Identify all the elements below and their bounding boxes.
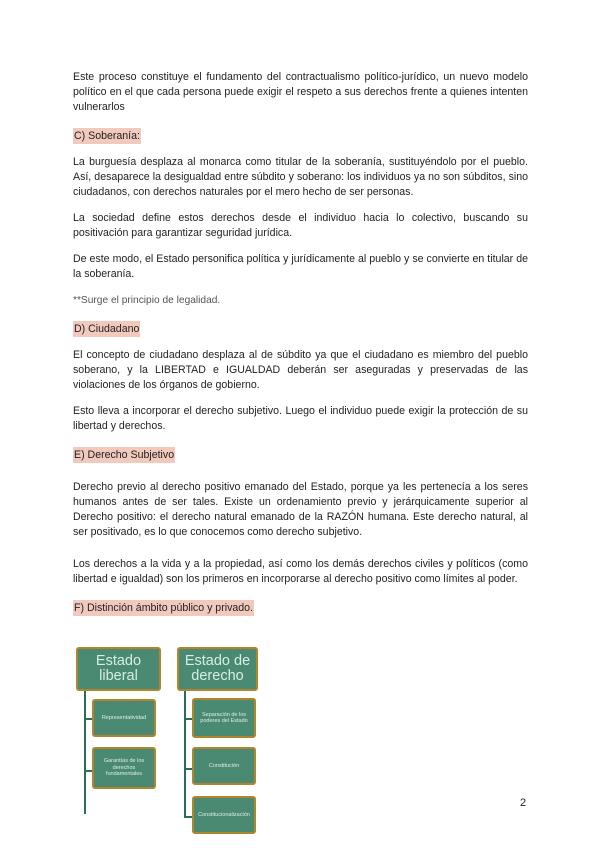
paragraph-derechos-vida: Los derechos a la vida y a la propiedad, así como los demás derechos civiles y políticos (como libertad e igualdad) son los primeros en incorporarse al derecho positivo como límites al poder. — [73, 558, 528, 585]
left-connector-vertical — [84, 691, 86, 814]
left-connector-1 — [84, 718, 92, 720]
document-body — [73, 70, 528, 616]
right-connector-1 — [184, 718, 192, 720]
box-constitucion: Constitución — [192, 747, 256, 785]
paragraph-contractualismo: Este proceso constituye el fundamento del contractualismo político-jurídico, un nuevo modelo político en el que cada persona puede exigir el respeto a sus derechos frente a quienes intenten vulnerarlos — [73, 71, 528, 113]
paragraph-estado-personifica: De este modo, el Estado personifica política y jurídicamente al pueblo y se convierte en titular de la soberanía. — [73, 253, 528, 280]
right-connector-2 — [184, 768, 192, 770]
heading-soberania: C) Soberanía: — [74, 130, 140, 142]
box-separacion-poderes: Separación de los poderes del Estado — [192, 698, 256, 738]
box-constitucionalizacion: Constitucionalización — [192, 796, 256, 834]
paragraph-sociedad: La sociedad define estos derechos desde el individuo hacia lo colectivo, buscando su positivación para garantizar seguridad jurídica. — [73, 212, 528, 239]
page-number: 2 — [520, 797, 527, 809]
box-estado-derecho: Estado de derecho — [177, 647, 258, 691]
box-estado-liberal: Estado liberal — [76, 647, 161, 691]
paragraph-burguesia: La burguesía desplaza al monarca como titular de la soberanía, sustituyéndolo por el pueblo. Así, desaparece la desigualdad entre súbdito y soberano: los individuos ya no son súbditos, sino ciudadanos, con derechos naturales por el mero hecho de ser personas. — [73, 156, 528, 198]
paragraph-derecho-subjetivo-intro: Esto lleva a incorporar el derecho subjetivo. Luego el individuo puede exigir la protección de su libertad y derechos. — [73, 405, 528, 432]
heading-derecho-subjetivo: E) Derecho Subjetivo — [74, 449, 175, 461]
paragraph-derecho-previo: Derecho previo al derecho positivo emanado del Estado, porque ya les pertenecía a los seres humanos antes de ser tales. Existe un ordenamiento previo y jerárquicamente superior al Derecho positivo: el derecho natural emanado de la RAZÓN humana. Este derecho natural, al ser positivado, es lo que conocemos como derecho subjetivo. — [73, 481, 528, 538]
right-connector-vertical — [184, 691, 186, 818]
right-connector-3 — [184, 816, 192, 818]
box-representatividad: Representatividad — [92, 699, 156, 737]
left-connector-2 — [84, 770, 92, 772]
heading-ciudadano: D) Ciudadano — [74, 323, 140, 335]
hierarchy-diagram — [76, 647, 276, 837]
paragraph-ciudadano: El concepto de ciudadano desplaza al de súbdito ya que el ciudadano es miembro del pueblo soberano, y la LIBERTAD e IGUALDAD deberán ser aseguradas y preservadas de las violaciones de los órganos de gobierno. — [73, 349, 528, 391]
heading-distincion: F) Distinción ámbito público y privado. — [74, 602, 253, 614]
box-garantias-derechos: Garantías de los derechos fundamentales — [92, 747, 156, 789]
note-legalidad: **Surge el principio de legalidad. — [73, 295, 221, 306]
